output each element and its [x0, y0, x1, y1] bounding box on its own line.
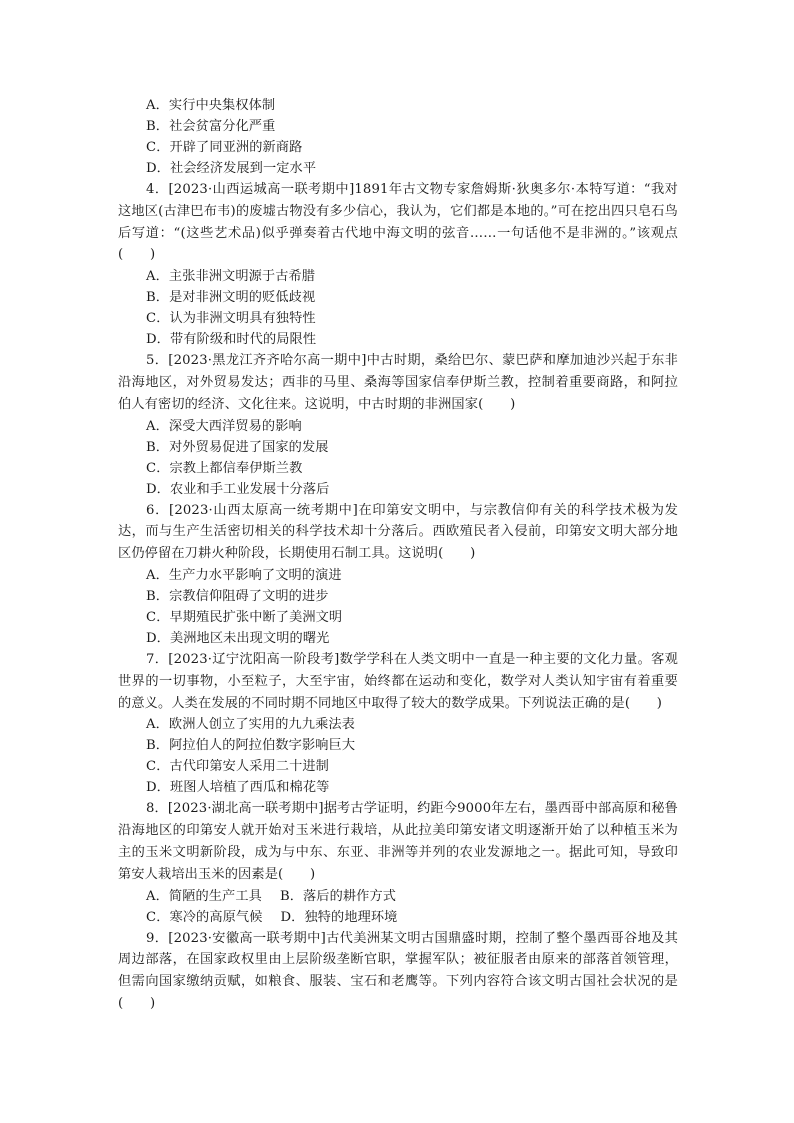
q7-stem: 7．[2023·辽宁沈阳高一阶段考]数学学科在人类文明中一直是一种主要的文化力量。客观世界的一切事物，小至粒子，大至宇宙，始终都在运动和变化，数学对人类认知宇宙有着重要的意义。人类在发展的不同时期不同地区中取得了较大的数学成果。下列说法正确的是( ) — [118, 651, 678, 711]
q7-option-d: D．班图人培植了西瓜和棉花等 — [146, 780, 330, 796]
question-8 — [118, 798, 678, 927]
q8-option-a: A．简陋的生产工具 — [146, 888, 262, 904]
q6-option-a: A．生产力水平影响了文明的演进 — [146, 567, 342, 583]
q6-option-d: D．美洲地区未出现文明的曙光 — [146, 630, 330, 646]
q7-option-c: C．古代印第安人采用二十进制 — [146, 759, 329, 775]
question-4 — [118, 179, 678, 350]
q8-stem: 8．[2023·湖北高一联考期中]据考古学证明，约距今9000年左右，墨西哥中部高原和秘鲁沿海地区的印第安人就开始对玉米进行栽培，从此拉美印第安诸文明逐渐开始了以种植玉米为主的玉米文明新阶段，成为与中东、东亚、非洲等并列的农业发源地之一。据此可知，导致印第安人栽培出玉米的因素是( ) — [118, 801, 678, 882]
q6-option-b: B．宗教信仰阻碍了文明的进步 — [146, 588, 329, 604]
q7-option-b: B．阿拉伯人的阿拉伯数字影响巨大 — [146, 738, 356, 754]
q4-option-d: D．带有阶级和时代的局限性 — [146, 332, 317, 348]
exam-page — [118, 95, 678, 1015]
question-6 — [118, 500, 678, 649]
q5-option-b: B．对外贸易促进了国家的发展 — [146, 439, 329, 455]
question-5 — [118, 350, 678, 499]
q5-option-a: A．深受大西洋贸易的影响 — [146, 418, 302, 434]
q8-option-b: B．落后的耕作方式 — [279, 888, 397, 904]
q5-stem: 5．[2023·黑龙江齐齐哈尔高一期中]中古时期，桑给巴尔、蒙巴萨和摩加迪沙兴起于东非沿海地区，对外贸易发达；西非的马里、桑海等国家信奉伊斯兰教，控制着重要商路，和阿拉伯人有密切的经济、文化往来。这说明，中古时期的非洲国家( ) — [118, 353, 678, 412]
q8-options-row-2 — [118, 907, 678, 928]
q6-option-c: C．早期殖民扩张中断了美洲文明 — [146, 609, 343, 625]
q7-option-a: A．欧洲人创立了实用的九九乘法表 — [146, 717, 355, 733]
q3-option-b: B．社会贫富分化严重 — [146, 119, 276, 134]
q5-option-d: D．农业和手工业发展十分落后 — [146, 481, 330, 497]
q4-option-c: C．认为非洲文明具有独特性 — [146, 311, 316, 327]
q4-option-a: A．主张非洲文明源于古希腊 — [146, 269, 316, 285]
q3-option-d: D．社会经济发展到一定水平 — [146, 161, 317, 176]
question-3-options — [118, 95, 678, 179]
q8-option-d: D．独特的地理环境 — [280, 909, 398, 925]
question-9 — [118, 928, 678, 1015]
q6-stem: 6．[2023·山西太原高一统考期中]在印第安文明中，与宗教信仰有关的科学技术极为发达，而与生产生活密切相关的科学技术却十分落后。西欧殖民者入侵前，印第安文明大部分地区仍停留在刀耕火种阶段，长期使用石制工具。这说明( ) — [118, 502, 678, 562]
q8-options-row-1 — [118, 886, 678, 907]
q9-stem: 9．[2023·安徽高一联考期中]古代美洲某文明古国鼎盛时期，控制了整个墨西哥谷地及其周边部落，在国家政权里由上层阶级垄断官职，掌握军队；被征服者由原来的部落首领管理，但需向国家缴纳贡赋，如粮食、服装、宝石和老鹰等。下列内容符合该文明古国社会状况的是( ) — [118, 930, 678, 1011]
question-7 — [118, 649, 678, 798]
q4-stem: 4．[2023·山西运城高一联考期中]1891年古文物专家詹姆斯·狄奥多尔·本特写道：“我对这地区(古津巴布韦)的废墟古物没有多少信心，我认为，它们都是本地的。”可在挖出四只皂石鸟后写道：“(这些艺术品)似乎弹奏着古代地中海文明的弦音……一句话他不是非洲的。”该观点( ) — [118, 182, 678, 263]
q3-option-c: C．开辟了同亚洲的新商路 — [146, 140, 303, 155]
q5-option-c: C．宗教上都信奉伊斯兰教 — [146, 460, 303, 476]
q3-option-a: A．实行中央集权体制 — [146, 98, 276, 113]
q8-option-c: C．寒冷的高原气候 — [146, 909, 263, 925]
q4-option-b: B．是对非洲文明的贬低歧视 — [146, 290, 316, 306]
